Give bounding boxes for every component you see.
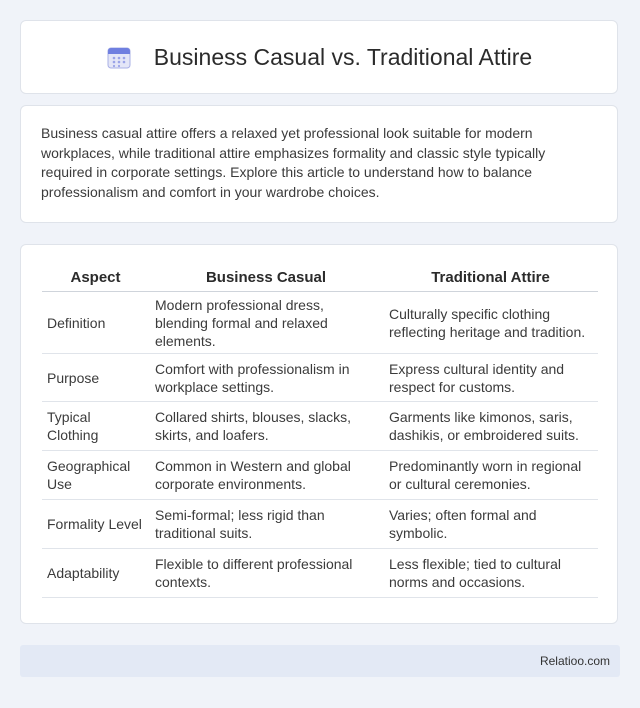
comparison-table — [42, 265, 598, 598]
aspect-cell: Formality Level — [42, 500, 149, 549]
column-header-aspect: Aspect — [42, 265, 149, 292]
aspect-cell: Definition — [42, 292, 149, 354]
comparison-card — [20, 244, 618, 624]
business-casual-cell: Collared shirts, blouses, slacks, skirts, and loafers. — [149, 402, 383, 451]
aspect-cell: Adaptability — [42, 549, 149, 598]
traditional-attire-cell: Less flexible; tied to cultural norms and occasions. — [383, 549, 598, 598]
footer — [20, 645, 620, 677]
table-row — [42, 549, 598, 598]
table-row — [42, 354, 598, 402]
column-header-traditional-attire: Traditional Attire — [383, 265, 598, 292]
table-row — [42, 451, 598, 500]
business-casual-cell: Flexible to different professional contexts. — [149, 549, 383, 598]
traditional-attire-cell: Predominantly worn in regional or cultural ceremonies. — [383, 451, 598, 500]
aspect-cell: Geographical Use — [42, 451, 149, 500]
page-title: Business Casual vs. Traditional Attire — [153, 43, 533, 70]
traditional-attire-cell: Varies; often formal and symbolic. — [383, 500, 598, 549]
traditional-attire-cell: Culturally specific clothing reflecting heritage and tradition. — [383, 292, 598, 354]
business-casual-cell: Semi-formal; less rigid than traditional suits. — [149, 500, 383, 549]
aspect-cell: Typical Clothing — [42, 402, 149, 451]
column-header-business-casual: Business Casual — [149, 265, 383, 292]
table-row — [42, 292, 598, 354]
calendar-icon — [106, 44, 132, 70]
footer-brand: Relatioo.com — [539, 654, 610, 668]
table-row — [42, 402, 598, 451]
header-card — [20, 20, 618, 94]
table-header-row — [42, 265, 598, 292]
intro-text: Business casual attire offers a relaxed yet professional look suitable for modern workplaces, while traditional attire emphasizes formality and classic style typically required in corporate settings. Explore this article to understand how to balance professionalism and comfort in your wardrobe choices. — [41, 125, 546, 200]
traditional-attire-cell: Garments like kimonos, saris, dashikis, or embroidered suits. — [383, 402, 598, 451]
table-row — [42, 500, 598, 549]
aspect-cell: Purpose — [42, 354, 149, 402]
intro-card — [20, 105, 618, 223]
business-casual-cell: Comfort with professionalism in workplace settings. — [149, 354, 383, 402]
business-casual-cell: Common in Western and global corporate environments. — [149, 451, 383, 500]
business-casual-cell: Modern professional dress, blending formal and relaxed elements. — [149, 292, 383, 354]
traditional-attire-cell: Express cultural identity and respect for customs. — [383, 354, 598, 402]
